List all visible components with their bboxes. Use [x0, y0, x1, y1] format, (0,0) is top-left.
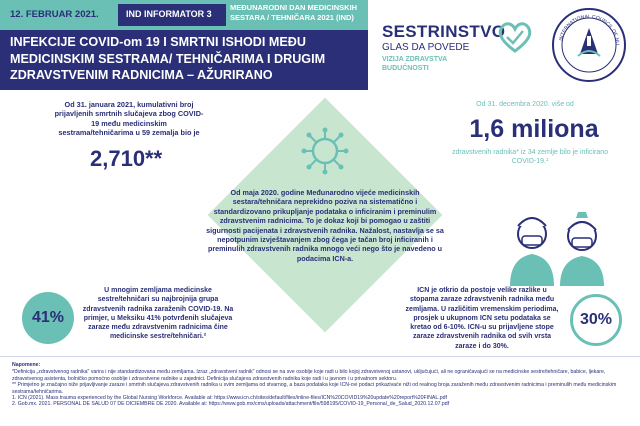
infections-count: 1,6 miliona [469, 115, 599, 143]
right-block-text: ICN je otkrio da postoje velike razlike u stopama zaraze zdravstvenih radnika među zemljama. U različitim vremenskim periodima, prosjek u ukupnom ICN setu podataka se kretao od 6-10%. ICN-u su prijavljene stope zaraze zdravstvenih radnika od svih vrsta zaraze i do 30%. [405, 287, 559, 350]
nurses-illustration-icon [502, 196, 612, 286]
brand-tagline: GLAS DA POVEDE [382, 42, 470, 53]
note-2: ** Primjetno je značajno niže prijavljivanje zaraze i smrtnih slučajeva zdravstvenih radnika u svim zemljama od stvarnog, a baza podataka koje ICN-ovi podaci prikazivaće niži od realnog broja zaraženih među zdravstvenim radnicima i preminulih među medicinskim sestrama/tehničarima. [12, 382, 617, 395]
brand-name: SESTRINSTVO [382, 22, 506, 41]
divider [0, 356, 640, 357]
title-bar [0, 30, 368, 90]
note-4: 2. Gob.mx. 2021. PERSONAL DE SALUD 07 DE DICIEMBRE DE 2020. Available at: https://www.gob.mx/cms/uploads/attachment/file/598195/COVID-19_Personal_de_Salud_2020.12.07.pdf [12, 401, 450, 408]
left-block-text: U mnogim zemljama medicinske sestre/tehničari su najbrojnija grupa zdravstvenih radnika zaraženih COVID-19. Na primjer, u Meksiku 41% potvrđenih slučajeva zaraze među zdravstvenim radnicima čine medicinske sestre/tehničari.² [82, 287, 234, 341]
issue-date: 12. FEBRUAR 2021. [10, 9, 99, 20]
note-3: 1. ICN (2021). Mass trauma experienced by the Global Nursing Workforce. Available at: https://www.icn.ch/sites/default/files/inline-files/ICN%20COVID19%20update%20report%20FINAL.pdf [12, 395, 447, 402]
notes-heading: Napomene: [12, 362, 41, 368]
center-text: Od maja 2020. godine Međunarodno vijeće medicinskih sestara/tehničara neprekidno poziva na sistematično i standardizovano prikupljanje podataka o inficiranim i preminulim zdravstvenim radnicima. To je dokaz koji bi pomogao u zaštiti sigurnosti pacijenata i zdravstvenih radnika. Nažalost, nastavlja se sa nepotpunim izvještavanjem zbog čega je tačan broj inficiranih i preminulih zdravstvenih radnika mnogo veći nego što je navedeno u podacima ICN-a. [206, 188, 444, 263]
virus-icon [300, 126, 350, 176]
percent-41-badge: 41% [22, 292, 74, 344]
issue-tag [118, 4, 226, 26]
deaths-count: 2,710** [90, 146, 163, 171]
footnotes [12, 362, 632, 408]
header-subtitle: MEĐUNARODNI DAN MEDICINSKIH SESTARA / TEHNIČARA 2021 (IND) [230, 3, 358, 22]
right-stat-intro: Od 31. decembra 2020. više od [476, 101, 574, 108]
header-bar [0, 0, 368, 30]
seal-text: INTERNATIONAL COUNCIL OF NU [558, 13, 621, 46]
note-1: *Definicija „zdravstvenog radnika" varira i nije standardizovana među zemljama. Izraz „zdravstveni radnik" odnosi se na sve osoblje koje radi u bilo kojoj zdravstvenoj ustanovi, uključujući, ali ne ograničavajući se na medicinske sestre/tehničare, babice, ljekare, zdravstvenog asistenta, bolničko pomoćno osoblje i zdravstvene radnike u zajednici. Definicija slučajeva zdravstvenih radnika koje radi i u javnom i u privatnom sektoru. [12, 369, 606, 382]
brand-vision: VIZIJA ZDRAVSTVA BUDUĆNOSTI [382, 56, 447, 72]
brand-block [368, 0, 640, 90]
left-stat-intro: Od 31. januara 2021, kumulativni broj prijavljenih smrtnih slučajeva zbog COVID-19 među medicinskim sestrama/tehničarima u 59 zemalja bio je [54, 100, 204, 138]
issue-tag-label: IND INFORMATOR 3 [126, 9, 212, 19]
right-stat-outro: zdravstvenih radnika* iz 34 zemlje bilo je inficirano COVID-19.¹ [451, 149, 609, 165]
heart-logo-icon [496, 20, 534, 54]
icn-seal-logo [550, 6, 628, 84]
percent-30-badge: 30% [570, 294, 622, 346]
page-title: INFEKCIJE COVID-om 19 I SMRTNI ISHODI MEĐU MEDICINSKIM SESTRAMA/ TEHNIČARIMA I DRUGIM ZDRAVSTVENIM RADNICIMA – AŽURIRANO [10, 35, 326, 82]
